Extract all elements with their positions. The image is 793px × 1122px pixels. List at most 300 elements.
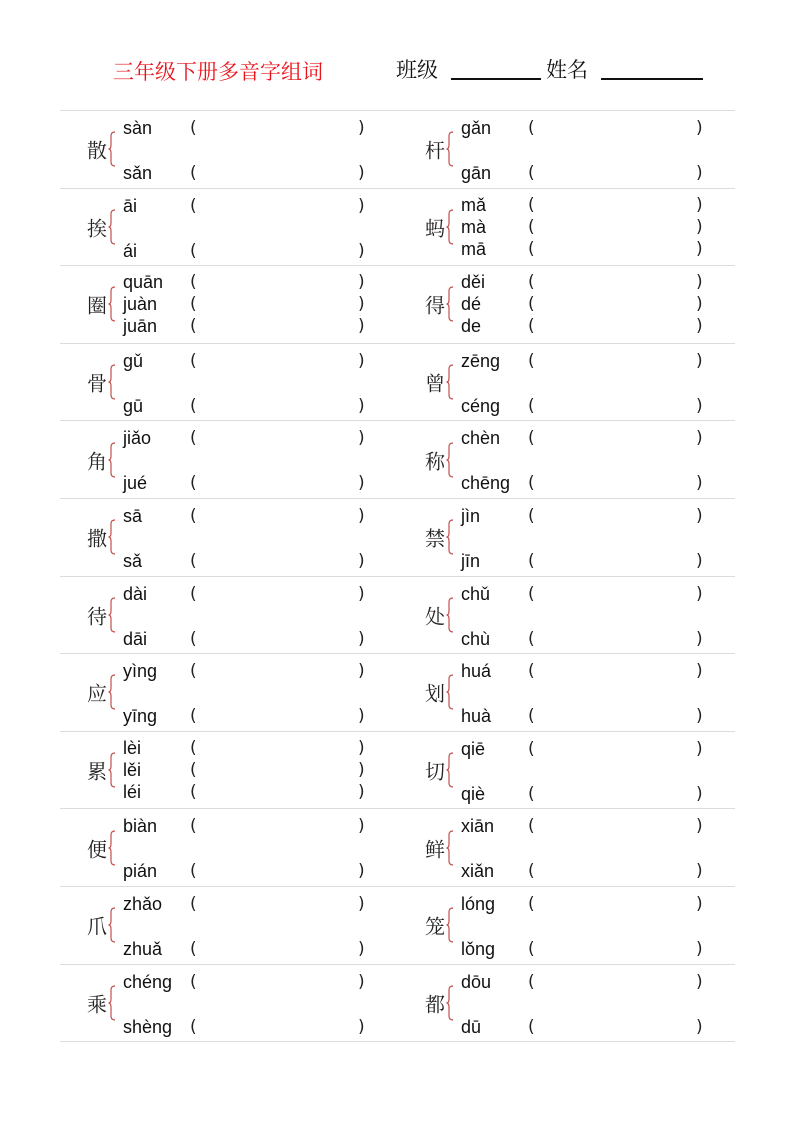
reading-line: [461, 315, 711, 337]
word-answer-blank[interactable]: [205, 862, 353, 880]
word-answer-blank[interactable]: [543, 707, 691, 725]
open-paren: (: [190, 550, 197, 571]
pinyin-label: biàn: [123, 816, 158, 837]
reading-line: [461, 216, 711, 238]
pinyin-label: lóng: [461, 893, 496, 914]
open-paren: (: [190, 861, 197, 882]
reading-line: [123, 660, 373, 682]
word-answer-blank[interactable]: [205, 1018, 353, 1036]
readings-list: [123, 266, 373, 343]
word-answer-blank[interactable]: [543, 740, 691, 758]
readings-list: [123, 577, 373, 654]
close-paren: ): [696, 738, 703, 759]
reading-line: [123, 271, 373, 293]
name-blank-input[interactable]: [601, 77, 703, 80]
word-answer-blank[interactable]: [205, 552, 353, 570]
pinyin-label: sā: [123, 505, 143, 526]
close-paren: ): [358, 1016, 365, 1037]
class-label: 班级: [396, 58, 438, 82]
curly-brace-icon: [108, 364, 116, 400]
word-answer-blank[interactable]: [543, 273, 691, 291]
close-paren: ): [358, 195, 365, 216]
pinyin-label: mā: [461, 238, 487, 259]
polyphone-entry: [398, 344, 735, 421]
curly-brace-icon: [446, 674, 454, 710]
word-answer-blank[interactable]: [543, 862, 691, 880]
open-paren: (: [190, 195, 197, 216]
polyphone-entry: [398, 421, 735, 498]
curly-brace-icon: [446, 830, 454, 866]
word-answer-blank[interactable]: [543, 630, 691, 648]
open-paren: (: [528, 938, 535, 959]
open-paren: (: [190, 661, 197, 682]
readings-list: [123, 887, 373, 964]
word-answer-blank[interactable]: [205, 242, 353, 260]
word-answer-blank[interactable]: [205, 783, 353, 801]
reading-line: [123, 395, 373, 417]
pinyin-label: yìng: [123, 661, 158, 682]
polyphone-entry: [398, 965, 735, 1042]
close-paren: ): [358, 759, 365, 780]
reading-line: [123, 427, 373, 449]
close-paren: ): [358, 628, 365, 649]
word-answer-blank[interactable]: [543, 785, 691, 803]
close-paren: ): [358, 971, 365, 992]
open-paren: (: [190, 816, 197, 837]
pinyin-label: dài: [123, 583, 148, 604]
pinyin-label: léi: [123, 781, 142, 802]
polyphone-entry: [60, 732, 397, 809]
polyphone-entry: [60, 421, 397, 498]
close-paren: ): [358, 294, 365, 315]
open-paren: (: [190, 938, 197, 959]
word-answer-blank[interactable]: [205, 197, 353, 215]
readings-list: [123, 189, 373, 266]
close-paren: ): [696, 216, 703, 237]
curly-brace-icon: [446, 286, 454, 322]
name-label: 姓名: [546, 58, 588, 82]
word-answer-blank[interactable]: [205, 474, 353, 492]
word-answer-blank[interactable]: [205, 662, 353, 680]
open-paren: (: [190, 118, 197, 138]
open-paren: (: [190, 706, 197, 727]
hanzi-character: 挨: [87, 216, 107, 241]
close-paren: ): [696, 783, 703, 804]
hanzi-character: 处: [425, 604, 445, 629]
hanzi-character: 称: [425, 449, 445, 474]
open-paren: (: [528, 1016, 535, 1037]
class-field: [396, 54, 541, 84]
polyphone-entry: [60, 965, 397, 1042]
word-answer-blank[interactable]: [543, 429, 691, 447]
worksheet-title: 三年级下册多音字组词: [113, 60, 323, 84]
word-answer-blank[interactable]: [205, 585, 353, 603]
word-answer-blank[interactable]: [205, 940, 353, 958]
close-paren: ): [358, 938, 365, 959]
hanzi-character: 乘: [87, 992, 107, 1017]
hanzi-character: 圈: [87, 293, 107, 318]
open-paren: (: [528, 238, 535, 259]
word-answer-blank[interactable]: [205, 973, 353, 991]
open-paren: (: [190, 395, 197, 416]
close-paren: ): [358, 737, 365, 758]
curly-brace-icon: [108, 597, 116, 633]
word-answer-blank[interactable]: [205, 397, 353, 415]
reading-line: [461, 860, 711, 882]
open-paren: (: [528, 395, 535, 416]
hanzi-character: 待: [87, 604, 107, 629]
close-paren: ): [696, 473, 703, 494]
pinyin-label: gū: [123, 395, 144, 416]
pinyin-label: mà: [461, 216, 487, 237]
readings-list: [461, 499, 711, 576]
polyphone-entry: [60, 344, 397, 421]
open-paren: (: [528, 738, 535, 759]
pinyin-label: chù: [461, 628, 491, 649]
close-paren: ): [358, 661, 365, 682]
open-paren: (: [528, 661, 535, 682]
table-row: [60, 577, 735, 655]
word-answer-blank[interactable]: [205, 507, 353, 525]
open-paren: (: [528, 706, 535, 727]
pinyin-label: děi: [461, 272, 486, 293]
pinyin-label: qiè: [461, 783, 486, 804]
word-answer-blank[interactable]: [205, 352, 353, 370]
word-answer-blank[interactable]: [205, 273, 353, 291]
open-paren: (: [528, 216, 535, 237]
readings-list: [461, 189, 711, 266]
curly-brace-icon: [446, 209, 454, 245]
curly-brace-icon: [446, 442, 454, 478]
table-row: [60, 421, 735, 499]
pinyin-label: dé: [461, 294, 482, 315]
close-paren: ): [696, 238, 703, 259]
word-answer-blank[interactable]: [205, 429, 353, 447]
hanzi-character: 曾: [425, 371, 445, 396]
word-answer-blank[interactable]: [543, 164, 691, 182]
word-answer-blank[interactable]: [543, 196, 691, 214]
reading-line: [123, 938, 373, 960]
open-paren: (: [528, 628, 535, 649]
class-blank-input[interactable]: [451, 77, 541, 80]
open-paren: (: [528, 816, 535, 837]
readings-list: [123, 499, 373, 576]
reading-line: [123, 737, 373, 759]
curly-brace-icon: [446, 752, 454, 788]
close-paren: ): [358, 505, 365, 526]
word-answer-blank[interactable]: [543, 552, 691, 570]
reading-line: [123, 293, 373, 315]
pinyin-label: juān: [123, 316, 158, 337]
word-answer-blank[interactable]: [205, 317, 353, 335]
polyphone-table: [60, 110, 735, 1042]
close-paren: ): [696, 163, 703, 183]
reading-line: [461, 705, 711, 727]
word-answer-blank[interactable]: [543, 662, 691, 680]
word-answer-blank[interactable]: [205, 817, 353, 835]
reading-line: [123, 240, 373, 262]
readings-list: [461, 344, 711, 421]
polyphone-entry: [398, 111, 735, 188]
close-paren: ): [358, 781, 365, 802]
close-paren: ): [358, 893, 365, 914]
worksheet-header: [0, 52, 793, 88]
close-paren: ): [696, 971, 703, 992]
close-paren: ): [358, 550, 365, 571]
readings-list: [461, 577, 711, 654]
hanzi-character: 蚂: [425, 216, 445, 241]
pinyin-label: huá: [461, 661, 492, 682]
reading-line: [123, 195, 373, 217]
word-answer-blank[interactable]: [543, 240, 691, 258]
pinyin-label: xiān: [461, 816, 495, 837]
readings-list: [123, 732, 373, 809]
word-answer-blank[interactable]: [543, 317, 691, 335]
readings-list: [461, 965, 711, 1042]
readings-list: [461, 887, 711, 964]
word-answer-blank[interactable]: [205, 630, 353, 648]
pinyin-label: sǎ: [123, 550, 143, 571]
open-paren: (: [528, 783, 535, 804]
hanzi-character: 都: [425, 992, 445, 1017]
close-paren: ): [696, 938, 703, 959]
word-answer-blank[interactable]: [205, 707, 353, 725]
word-answer-blank[interactable]: [543, 295, 691, 313]
polyphone-entry: [60, 189, 397, 266]
reading-line: [461, 194, 711, 216]
word-answer-blank[interactable]: [543, 817, 691, 835]
reading-line: [123, 162, 373, 184]
word-answer-blank[interactable]: [543, 940, 691, 958]
curly-brace-icon: [446, 131, 454, 167]
pinyin-label: jìn: [461, 505, 481, 526]
curly-brace-icon: [446, 985, 454, 1021]
close-paren: ): [358, 473, 365, 494]
word-answer-blank[interactable]: [543, 1018, 691, 1036]
table-row: [60, 266, 735, 344]
table-row: [60, 189, 735, 267]
reading-line: [461, 350, 711, 372]
hanzi-character: 散: [87, 138, 107, 163]
word-answer-blank[interactable]: [543, 585, 691, 603]
pinyin-label: dōu: [461, 971, 492, 992]
open-paren: (: [528, 550, 535, 571]
close-paren: ): [696, 395, 703, 416]
word-answer-blank[interactable]: [543, 218, 691, 236]
word-answer-blank[interactable]: [205, 295, 353, 313]
word-answer-blank[interactable]: [543, 507, 691, 525]
reading-line: [123, 350, 373, 372]
hanzi-character: 杆: [425, 138, 445, 163]
word-answer-blank[interactable]: [543, 973, 691, 991]
reading-line: [461, 660, 711, 682]
word-answer-blank[interactable]: [205, 739, 353, 757]
reading-line: [123, 860, 373, 882]
pinyin-label: dū: [461, 1016, 482, 1037]
pinyin-label: zhǎo: [123, 893, 163, 914]
reading-line: [123, 315, 373, 337]
table-row: [60, 809, 735, 887]
pinyin-label: zhuǎ: [123, 938, 163, 959]
close-paren: ): [696, 428, 703, 449]
polyphone-entry: [398, 577, 735, 654]
polyphone-entry: [398, 266, 735, 343]
close-paren: ): [696, 628, 703, 649]
pinyin-label: dāi: [123, 628, 148, 649]
curly-brace-icon: [108, 209, 116, 245]
table-row: [60, 499, 735, 577]
pinyin-label: jīn: [461, 550, 481, 571]
pinyin-label: zēng: [461, 350, 501, 371]
table-row: [60, 111, 735, 189]
table-row: [60, 344, 735, 422]
open-paren: (: [190, 428, 197, 449]
open-paren: (: [528, 272, 535, 293]
open-paren: (: [190, 583, 197, 604]
readings-list: [123, 344, 373, 421]
word-answer-blank[interactable]: [543, 352, 691, 370]
curly-brace-icon: [446, 597, 454, 633]
word-answer-blank[interactable]: [205, 895, 353, 913]
pinyin-label: chēng: [461, 473, 511, 494]
reading-line: [123, 583, 373, 605]
hanzi-character: 切: [425, 759, 445, 784]
open-paren: (: [190, 240, 197, 261]
close-paren: ): [696, 505, 703, 526]
close-paren: ): [358, 316, 365, 337]
polyphone-entry: [60, 111, 397, 188]
reading-line: [123, 505, 373, 527]
open-paren: (: [528, 583, 535, 604]
reading-line: [461, 238, 711, 260]
word-answer-blank[interactable]: [543, 397, 691, 415]
close-paren: ): [358, 350, 365, 371]
polyphone-entry: [398, 732, 735, 809]
pinyin-label: jué: [123, 473, 148, 494]
reading-line: [123, 117, 373, 139]
close-paren: ): [696, 272, 703, 293]
close-paren: ): [696, 294, 703, 315]
open-paren: (: [528, 505, 535, 526]
readings-list: [123, 421, 373, 498]
close-paren: ): [358, 583, 365, 604]
pinyin-label: chǔ: [461, 583, 491, 604]
readings-list: [461, 266, 711, 343]
open-paren: (: [190, 473, 197, 494]
word-answer-blank[interactable]: [543, 119, 691, 137]
polyphone-entry: [398, 189, 735, 266]
pinyin-label: sǎn: [123, 163, 153, 183]
hanzi-character: 鲜: [425, 837, 445, 862]
reading-line: [123, 759, 373, 781]
word-answer-blank[interactable]: [543, 895, 691, 913]
polyphone-entry: [60, 654, 397, 731]
open-paren: (: [528, 861, 535, 882]
word-answer-blank[interactable]: [205, 119, 353, 137]
curly-brace-icon: [108, 907, 116, 943]
hanzi-character: 笼: [425, 914, 445, 939]
reading-line: [123, 550, 373, 572]
close-paren: ): [696, 194, 703, 215]
close-paren: ): [696, 550, 703, 571]
pinyin-label: chèn: [461, 428, 501, 449]
reading-line: [123, 472, 373, 494]
reading-line: [461, 815, 711, 837]
reading-line: [461, 783, 711, 805]
open-paren: (: [190, 781, 197, 802]
curly-brace-icon: [108, 985, 116, 1021]
curly-brace-icon: [108, 131, 116, 167]
open-paren: (: [528, 194, 535, 215]
curly-brace-icon: [446, 364, 454, 400]
close-paren: ): [358, 163, 365, 183]
readings-list: [123, 809, 373, 886]
polyphone-entry: [60, 809, 397, 886]
hanzi-character: 得: [425, 293, 445, 318]
pinyin-label: céng: [461, 395, 501, 416]
open-paren: (: [528, 971, 535, 992]
word-answer-blank[interactable]: [205, 761, 353, 779]
polyphone-entry: [398, 654, 735, 731]
pinyin-label: shèng: [123, 1016, 173, 1037]
reading-line: [461, 427, 711, 449]
curly-brace-icon: [108, 519, 116, 555]
table-row: [60, 732, 735, 810]
reading-line: [461, 583, 711, 605]
hanzi-character: 撒: [87, 526, 107, 551]
close-paren: ): [696, 316, 703, 337]
name-field: [546, 54, 703, 84]
close-paren: ): [358, 118, 365, 138]
reading-line: [461, 505, 711, 527]
open-paren: (: [528, 350, 535, 371]
close-paren: ): [358, 706, 365, 727]
readings-list: [123, 965, 373, 1042]
close-paren: ): [358, 816, 365, 837]
polyphone-entry: [398, 809, 735, 886]
open-paren: (: [528, 473, 535, 494]
pinyin-label: lǒng: [461, 938, 496, 959]
hanzi-character: 禁: [425, 526, 445, 551]
close-paren: ): [696, 816, 703, 837]
reading-line: [461, 971, 711, 993]
table-row: [60, 965, 735, 1043]
hanzi-character: 便: [87, 837, 107, 862]
hanzi-character: 骨: [87, 371, 107, 396]
open-paren: (: [190, 272, 197, 293]
reading-line: [461, 938, 711, 960]
pinyin-label: gān: [461, 163, 492, 183]
pinyin-label: chéng: [123, 971, 173, 992]
close-paren: ): [358, 395, 365, 416]
curly-brace-icon: [108, 286, 116, 322]
reading-line: [461, 395, 711, 417]
pinyin-label: mǎ: [461, 194, 487, 215]
reading-line: [461, 893, 711, 915]
word-answer-blank[interactable]: [205, 164, 353, 182]
pinyin-label: lèi: [123, 737, 142, 758]
hanzi-character: 划: [425, 681, 445, 706]
open-paren: (: [190, 893, 197, 914]
word-answer-blank[interactable]: [543, 474, 691, 492]
reading-line: [461, 117, 711, 139]
curly-brace-icon: [446, 519, 454, 555]
curly-brace-icon: [108, 442, 116, 478]
pinyin-label: huà: [461, 706, 492, 727]
close-paren: ): [696, 350, 703, 371]
close-paren: ): [696, 893, 703, 914]
open-paren: (: [190, 628, 197, 649]
